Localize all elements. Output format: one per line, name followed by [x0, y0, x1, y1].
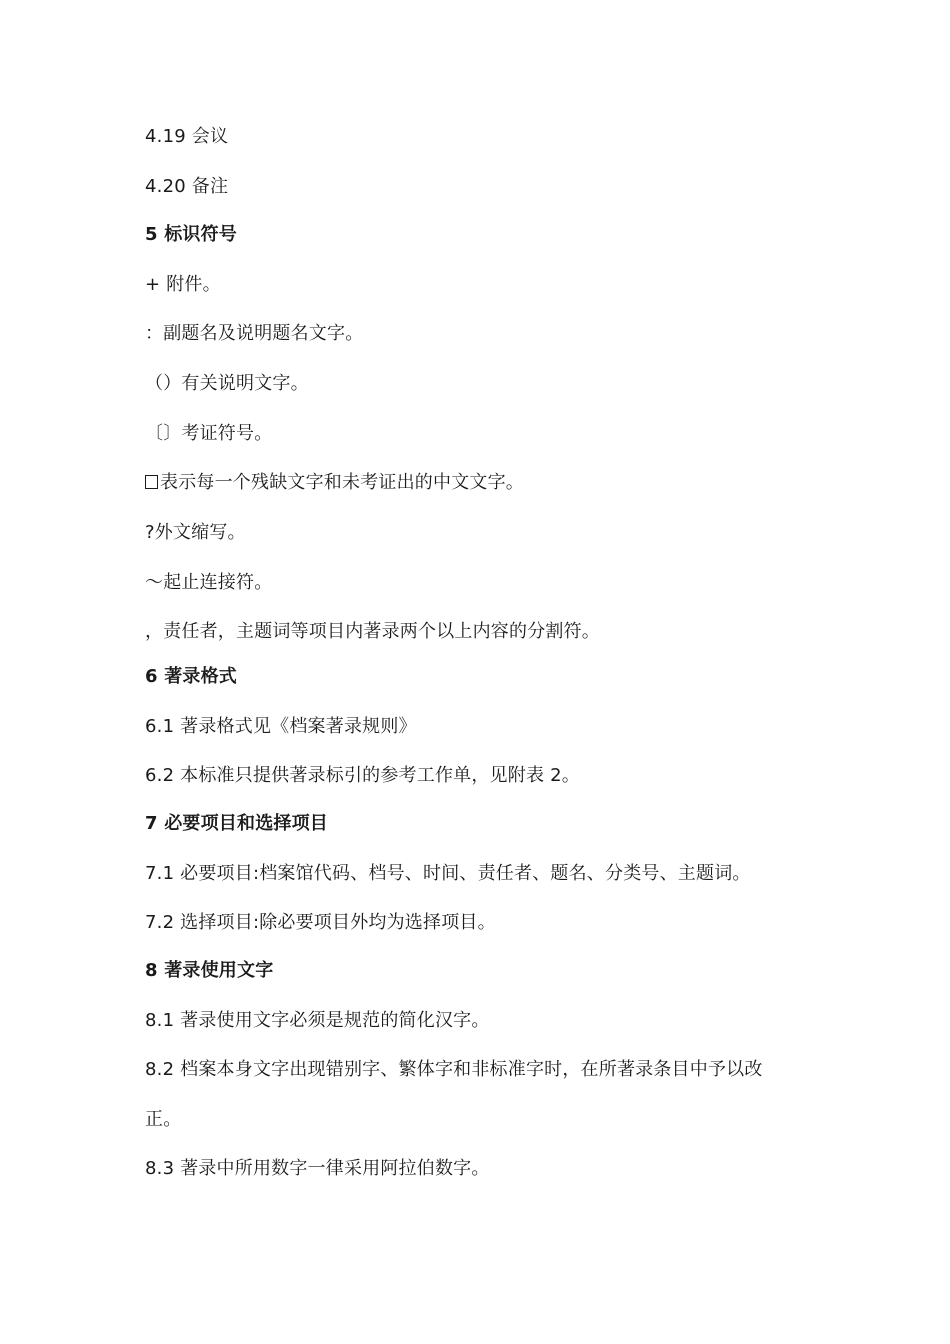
- clause-4-19: 4.19 会议: [145, 126, 229, 147]
- clause-6-2: 6.2 本标准只提供著录标引的参考工作单，见附表 2。: [145, 765, 580, 786]
- clause-4-20: 4.20 备注: [145, 176, 229, 197]
- clause-8-1: 8.1 著录使用文字必须是规范的简化汉字。: [145, 1010, 490, 1031]
- clause-7-2: 7.2 选择项目:除必要项目外均为选择项目。: [145, 912, 496, 933]
- clause-8-2: 8.2 档案本身文字出现错别字、繁体字和非标准字时，在所著录条目中予以改: [145, 1059, 763, 1080]
- section-heading-7: 7 必要项目和选择项目: [145, 813, 328, 834]
- symbol-box-text: 表示每一个残缺文字和未考证出的中文文字。: [160, 472, 524, 493]
- clause-8-3: 8.3 著录中所用数字一律采用阿拉伯数字。: [145, 1158, 490, 1179]
- symbol-question-line: ?外文缩写。: [145, 522, 246, 543]
- symbol-box-line: [145, 471, 524, 495]
- clause-7-1: 7.1 必要项目:档案馆代码、档号、时间、责任者、题名、分类号、主题词。: [145, 863, 751, 884]
- clause-8-2-continued: 正。: [145, 1109, 182, 1130]
- square-box-icon: [145, 475, 158, 489]
- symbol-brackets-line: 〔〕考证符号。: [145, 423, 273, 444]
- clause-6-1: 6.1 著录格式见《档案著录规则》: [145, 716, 417, 737]
- symbol-parentheses-line: （）有关说明文字。: [145, 373, 309, 394]
- symbol-tilde-line: ～起止连接符。: [145, 572, 273, 593]
- section-heading-6: 6 著录格式: [145, 666, 237, 687]
- section-heading-5: 5 标识符号: [145, 224, 237, 245]
- section-heading-8: 8 著录使用文字: [145, 960, 274, 981]
- symbol-colon-line: ：副题名及说明题名文字。: [145, 323, 364, 344]
- symbol-plus-line: + 附件。: [145, 274, 221, 295]
- symbol-comma-line: ，责任者，主题词等项目内著录两个以上内容的分割符。: [145, 621, 600, 642]
